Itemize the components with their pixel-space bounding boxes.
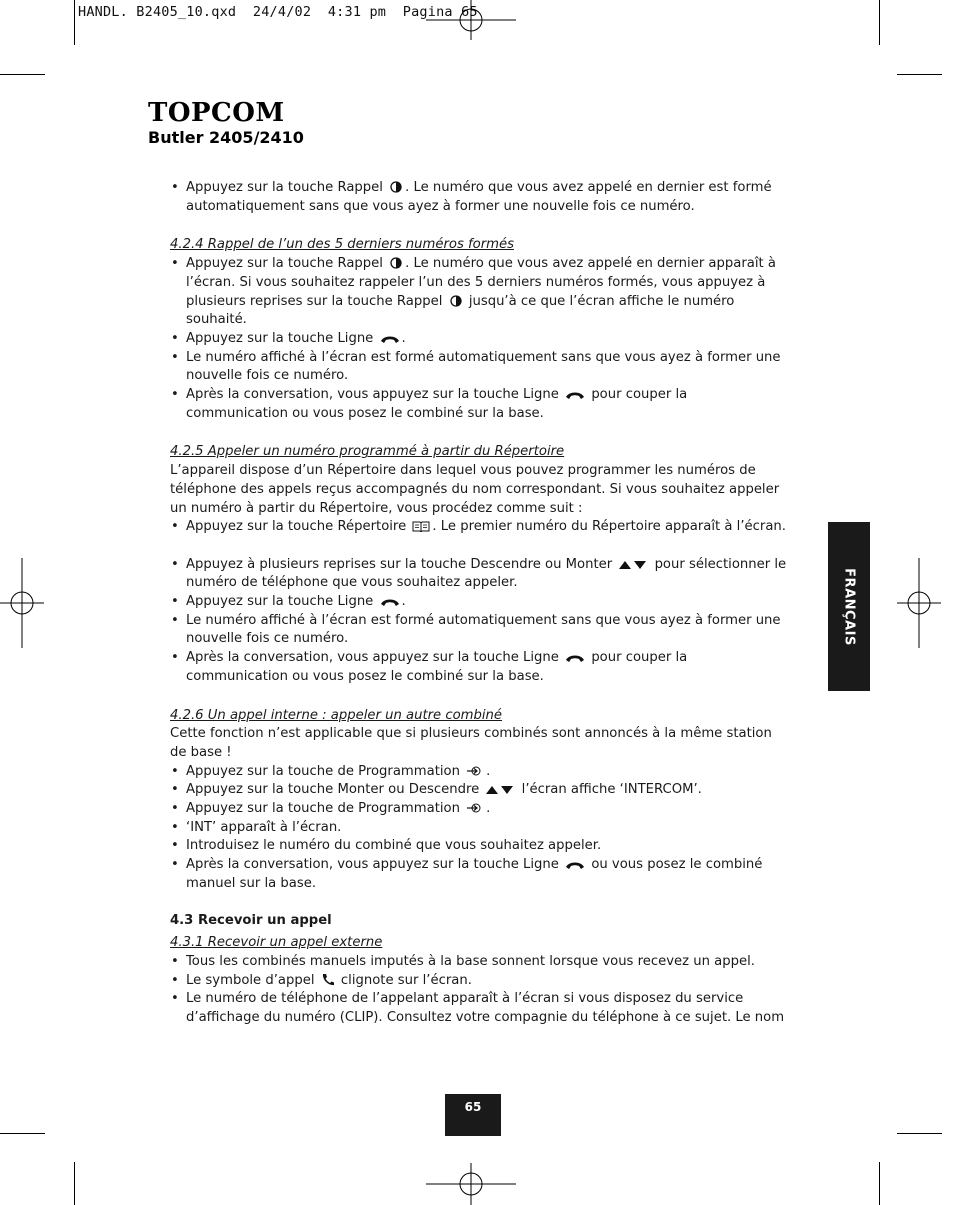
crop-mark <box>74 1162 75 1205</box>
section-heading-4-2-5: 4.2.5 Appeler un numéro programmé à partir du Répertoire <box>170 444 565 460</box>
call-symbol-icon <box>321 973 335 986</box>
phone-handset-icon <box>565 860 585 870</box>
language-tab <box>828 522 870 691</box>
page-number: 65 <box>445 1094 501 1136</box>
up-down-arrows-icon <box>485 785 515 795</box>
crop-mark <box>879 1162 880 1205</box>
crop-mark <box>897 1133 942 1134</box>
section-heading-4-3: 4.3 Recevoir un appel <box>170 912 332 928</box>
list-item: • Le numéro de téléphone de l’appelant apparaît à l’écran si vous disposez du service d’affichage du numéro (CLIP). Consultez votre compagnie du téléphone à ce sujet. Le nom <box>170 990 790 1027</box>
list-item: • Appuyez sur la touche Rappel . Le numéro que vous avez appelé en dernier est formé automatiquement sans que vous ayez à former une nouvelle fois ce numéro. <box>170 179 790 216</box>
list-item: • Appuyez sur la touche Monter ou Descendre l’écran affiche ‘INTERCOM’. <box>170 781 790 800</box>
list-item: • Le numéro affiché à l’écran est formé automatiquement sans que vous ayez à former une nouvelle fois ce numéro. <box>170 349 790 386</box>
section-heading-4-3-1: 4.3.1 Recevoir un appel externe <box>170 935 383 951</box>
list-item: • Introduisez le numéro du combiné que vous souhaitez appeler. <box>170 837 790 856</box>
brand-header <box>148 100 304 147</box>
list-item: • ‘INT’ apparaît à l’écran. <box>170 819 790 838</box>
registration-mark-icon <box>897 558 941 648</box>
recall-icon <box>389 257 403 269</box>
list-item: • Appuyez sur la touche Ligne . <box>170 593 790 612</box>
registration-mark-icon <box>426 0 516 40</box>
list-item: • Le symbole d’appel clignote sur l’écran. <box>170 972 790 991</box>
registration-mark-icon <box>426 1163 516 1205</box>
phone-handset-icon <box>565 390 585 400</box>
paragraph: Cette fonction n’est applicable que si plusieurs combinés sont annoncés à la même station de base ! <box>170 726 772 760</box>
crop-mark <box>74 0 75 45</box>
list-item: • Après la conversation, vous appuyez sur la touche Ligne ou vous posez le combiné manuel sur la base. <box>170 856 790 893</box>
recall-icon <box>449 295 463 307</box>
list-item: • Appuyez sur la touche Rappel . Le numéro que vous avez appelé en dernier apparaît à l’écran. Si vous souhaitez rappeler l’un des 5 derniers numéros formés, vous appuyez à plusieurs reprises sur la touche Rappel jusqu’à ce que l’écran affiche le numéro souhaité. <box>170 255 790 330</box>
list-item: • Tous les combinés manuels imputés à la base sonnent lorsque vous recevez un appel. <box>170 953 790 972</box>
topcom-logo: TOPCOM <box>148 98 285 128</box>
list-item: • Après la conversation, vous appuyez sur la touche Ligne pour couper la communication ou vous posez le combiné sur la base. <box>170 386 790 423</box>
list-item: • Appuyez sur la touche de Programmation . <box>170 763 790 782</box>
paragraph: L’appareil dispose d’un Répertoire dans lequel vous pouvez programmer les numéros de téléphone des appels reçus accompagnés du nom correspondant. Si vous souhaitez appeler un numéro à partir du Répertoire, vous procédez comme suit : <box>170 463 780 516</box>
phone-handset-icon <box>380 597 400 607</box>
crop-mark <box>879 0 880 45</box>
language-tab-label: FRANÇAIS <box>841 567 857 646</box>
spacer <box>170 537 790 556</box>
list-item: • Appuyez sur la touche de Programmation . <box>170 800 790 819</box>
recall-icon <box>389 181 403 193</box>
list-item: • Appuyez à plusieurs reprises sur la touche Descendre ou Monter pour sélectionner le numéro de téléphone que vous souhaitez appeler. <box>170 556 790 593</box>
phone-handset-icon <box>380 334 400 344</box>
section-heading-4-2-4: 4.2.4 Rappel de l’un des 5 derniers numéros formés <box>170 237 514 253</box>
up-down-arrows-icon <box>618 560 648 570</box>
crop-mark <box>897 74 942 75</box>
manual-content <box>170 179 790 1028</box>
phone-handset-icon <box>565 653 585 663</box>
list-item: • Appuyez sur la touche Répertoire . Le premier numéro du Répertoire apparaît à l’écran. <box>170 518 790 537</box>
model-name: Butler 2405/2410 <box>148 128 304 147</box>
book-icon <box>412 520 430 532</box>
printer-slug: HANDL. B2405_10.qxd 24/4/02 4:31 pm Pagina 65 <box>78 4 478 20</box>
registration-mark-icon <box>0 558 44 648</box>
section-heading-4-2-6: 4.2.6 Un appel interne : appeler un autre combiné <box>170 707 503 723</box>
list-item: • Après la conversation, vous appuyez sur la touche Ligne pour couper la communication ou vous posez le combiné sur la base. <box>170 649 790 686</box>
program-arrow-icon <box>466 802 484 814</box>
crop-mark <box>0 1133 45 1134</box>
program-arrow-icon <box>466 765 484 777</box>
crop-mark <box>0 74 45 75</box>
list-item: • Le numéro affiché à l’écran est formé automatiquement sans que vous ayez à former une nouvelle fois ce numéro. <box>170 612 790 649</box>
list-item: • Appuyez sur la touche Ligne . <box>170 330 790 349</box>
